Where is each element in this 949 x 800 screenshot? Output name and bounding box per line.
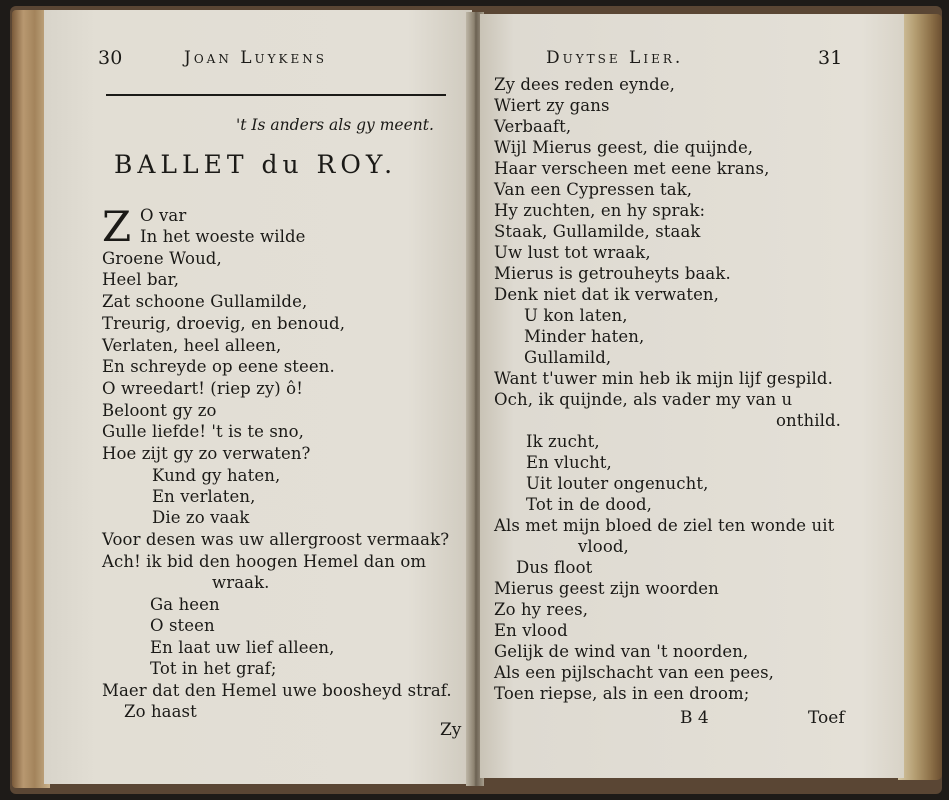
right-catchword: Toef (808, 708, 845, 728)
poem-line: En schreyde op eene steen. (102, 357, 335, 376)
poem-line: wraak. (212, 573, 270, 592)
poem-line: Gullamild, (524, 348, 612, 367)
poem-line: Ga heen (150, 595, 220, 614)
poem-line: En vlucht, (526, 453, 612, 472)
poem-line: O var (140, 206, 187, 225)
motto: 't Is anders als gy meent. (236, 116, 434, 134)
poem-line: vlood, (578, 537, 629, 556)
poem-line: Uw lust tot wraak, (494, 243, 651, 262)
poem-line: En vlood (494, 621, 568, 640)
poem-line: Ach! ik bid den hoogen Hemel dan om (102, 552, 427, 571)
poem-line: In het woeste wilde (140, 227, 306, 246)
poem-line: Haar verscheen met eene krans, (494, 159, 770, 178)
poem-line: Denk niet dat ik verwaten, (494, 285, 720, 304)
poem-line: Dus floot (516, 558, 593, 577)
poem-line: Gulle liefde! 't is te sno, (102, 422, 305, 441)
poem-line: Zo hy rees, (494, 600, 589, 619)
poem-line: Tot in de dood, (526, 495, 652, 514)
poem-line: Maer dat den Hemel uwe boosheyd straf. (102, 681, 452, 700)
poem-line: Heel bar, (102, 270, 180, 289)
poem-line: Tot in het graf; (150, 659, 277, 678)
signature-mark: B 4 (680, 708, 709, 728)
poem-line: onthild. (776, 411, 841, 430)
poem-line: Van een Cypressen tak, (494, 180, 693, 199)
right-page-number: 31 (818, 47, 843, 69)
poem-line: En laat uw lief alleen, (150, 638, 335, 657)
left-running-head: Joan Luykens (184, 48, 327, 68)
poem-line: Toen riepse, als in een droom; (494, 684, 750, 703)
poem-line: Wijl Mierus geest, die quijnde, (494, 138, 754, 157)
poem-line: Zat schoone Gullamilde, (102, 292, 308, 311)
poem-line: Treurig, droevig, en benoud, (102, 314, 346, 333)
poem-line: Voor desen was uw allergroost vermaak? (102, 530, 450, 549)
poem-line: Beloont gy zo (102, 401, 217, 420)
poem-line: Als met mijn bloed de ziel ten wonde uit (494, 516, 835, 535)
poem-line: Zo haast (124, 702, 197, 721)
poem-line: Mierus geest zijn woorden (494, 579, 719, 598)
poem-line: Gelijk de wind van 't noorden, (494, 642, 749, 661)
left-catchword: Zy (440, 720, 462, 740)
poem-line: Mierus is getrouheyts baak. (494, 264, 731, 283)
poem-line: Och, ik quijnde, als vader my van u (494, 390, 793, 409)
poem-line: Wiert zy gans (494, 96, 610, 115)
poem-line: O wreedart! (riep zy) ô! (102, 379, 303, 398)
poem-line: Zy dees reden eynde, (494, 75, 675, 94)
right-running-head: Duytse Lier. (546, 48, 684, 68)
header-rule (106, 94, 446, 96)
poem-line: Hoe zijt gy zo verwaten? (102, 444, 311, 463)
poem-line: Minder haten, (524, 327, 645, 346)
right-page-edges (898, 14, 942, 780)
poem-line: Staak, Gullamilde, staak (494, 222, 701, 241)
poem-line: Verlaten, heel alleen, (102, 336, 282, 355)
poem-line: Verbaaft, (494, 117, 572, 136)
left-page-number: 30 (98, 47, 123, 69)
right-page (480, 14, 904, 778)
poem-line: Ik zucht, (526, 432, 600, 451)
poem-line: U kon laten, (524, 306, 628, 325)
poem-line: Als een pijlschacht van een pees, (494, 663, 774, 682)
poem-line: Kund gy haten, (152, 466, 281, 485)
drop-cap: Z (102, 202, 132, 251)
poem-line: Hy zuchten, en hy sprak: (494, 201, 706, 220)
poem-line: Want t'uwer min heb ik mijn lijf gespild. (494, 369, 833, 388)
poem-line: En verlaten, (152, 487, 256, 506)
page-title: BALLET du ROY. (114, 150, 398, 179)
poem-line: Uit louter ongenucht, (526, 474, 709, 493)
poem-line: Groene Woud, (102, 249, 222, 268)
left-page (44, 10, 472, 784)
poem-line: O steen (150, 616, 215, 635)
poem-line: Die zo vaak (152, 508, 250, 527)
